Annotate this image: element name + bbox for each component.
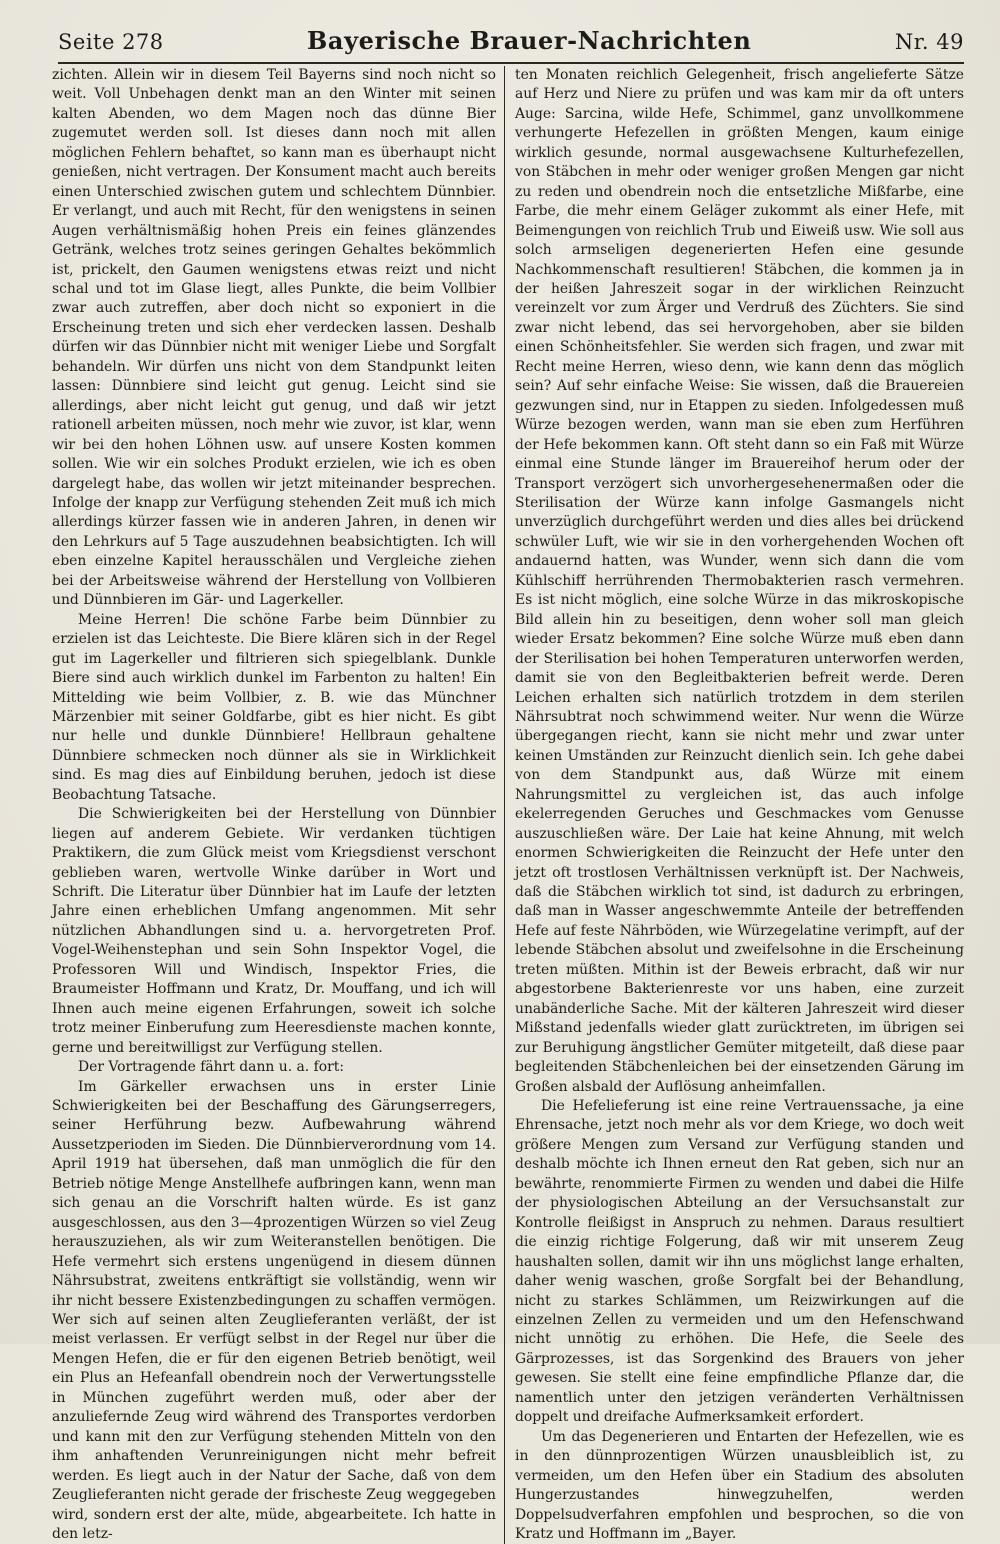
issue-number: Nr. 49	[894, 30, 964, 54]
right-paragraph-1: ten Monaten reichlich Gelegenheit, frisch angelieferte Sätze auf Herz und Niere zu prüfen und was kam mir da oft unters Auge: Sarcina, wilde Hefe, Schimmel, ganz unvollkommene verhungerte Hefezellen in größten Mengen, kaum einige wirklich gesunde, normal ausgewachsene Kulturhefezellen, von Stäbchen in mehr oder weniger großen Mengen gar nicht zu reden und obendrein noch die entsetzliche Mißfarbe, eine Farbe, die mehr einem Geläger zukommt als einer Hefe, mit Beimengungen von reichlich Trub und Eiweiß usw. Wie soll aus solch armseligen degenerierten Hefen eine gesunde Nachkommenschaft resultieren! Stäbchen, die kommen ja in der heißen Jahreszeit sogar in der wirklichen Reinzucht vereinzelt vor zum Ärger und Verdruß des Züchters. Sie sind zwar nicht lebend, das sei hervorgehoben, aber sie bilden einen Schönheitsfehler. Sie werden sich fragen, und zwar mit Recht meine Herren, wieso denn, wie kann denn das möglich sein? Auf sehr einfache Weise: Sie wissen, daß die Brauereien gezwungen sind, nur in Etappen zu sieden. Infolgedessen muß Würze bezogen werden, wann man sie eben zum Herführen der Hefe bekommen kann. Oft steht dann so ein Faß mit Würze einmal eine Stunde länger im Brauereihof herum oder der Transport verzögert sich unvorhergesehenermaßen oder die Sterilisation der Würze kann infolge Gasmangels nicht unverzüglich durchgeführt werden und dies alles bei drückend schwüler Luft, wie wir sie in den vorhergehenden Wochen oft andauernd hatten, was Wunder, wenn sich dann die vom Kühlschiff herrührenden Thermobakterien rasch vermehren. Es ist nicht möglich, eine solche Würze in das mikroskopische Bild allein hin zu beseitigen, denn woher soll man gleich wieder Ersatz bekommen? Eine solche Würze muß eben dann der Sterilisation bei hohen Temperaturen unterworfen werden, damit sie von den Begleitbakterien befreit werde. Deren Leichen erhalten sich natürlich trotzdem in dem sterilen Nährsubtrat noch schwimmend weiter. Nur wenn die Würze übergegangen riecht, kann sie nicht mehr und zwar unter keinen Umständen zur Reinzucht dienlich sein. Ich gehe dabei von dem Standpunkt aus, daß Würze mit einem Nahrungsmittel zu vergleichen ist, das auch infolge ekelerregenden Geruches und Geschmackes vom Genusse auszuschließen wäre. Der Laie hat keine Ahnung, mit welch enormen Schwierigkeiten die Reinzucht der Hefe unter den jetzt oft trostlosen Verhältnissen verknüpft ist. Der Nachweis, daß die Stäbchen wirklich tot sind, ist dadurch zu erbringen, daß man in Wasser angeschwemmte Anteile der betreffenden Hefe auf feste Nährböden, wie Würzegelatine verimpft, auf der lebende Stäbchen absolut und zweifelsohne in die Erscheinung treten müßten. Mithin ist der Beweis erbracht, daß wir nur abgestorbene Bakterienreste vor uns haben, eine zurzeit unabänderliche Sache. Mit der kälteren Jahreszeit wird dieser Mißstand jedenfalls wieder glatt zurücktreten, im übrigen sei zur Beruhigung ängstlicher Gemüter mitgeteilt, daß diese paar begleitenden Stäbchenleichen bei der einsetzenden Gärung im Großen alsbald der Auflösung anheimfallen.	[515, 67, 964, 1095]
left-paragraph-4: Der Vortragende fährt dann u. a. fort:	[78, 1059, 345, 1076]
left-paragraph-1: zichten. Allein wir in diesem Teil Bayerns sind noch nicht so weit. Voll Unbehagen denkt man an den Winter mit seinen kalten Abenden, wo dem Magen noch das dünne Bier zugemutet werden soll. Ist dieses dann noch mit allen möglichen Fehlern behaftet, so kann man es überhaupt nicht genießen, nicht vertragen. Der Konsument macht auch bereits einen Unterschied zwischen gutem und schlechtem Dünnbier. Er verlangt, und auch mit Recht, für den wenigstens in seinen Augen verhältnismäßig hohen Preis ein feines glänzendes Getränk, welches trotz seines geringen Gehaltes bekömmlich ist, prickelt, den Gaumen wenigstens etwas reizt und nicht schal und tot im Glase liegt, alles Punkte, die beim Vollbier zwar auch zutreffen, aber doch nicht so exponiert in die Erscheinung treten und sich eher verdecken lassen. Deshalb dürfen wir das Dünnbier nicht mit weniger Liebe und Sorgfalt behandeln. Wir dürfen uns nicht von dem Standpunkt leiten lassen: Dünnbiere sind leicht gut genug. Leicht sind sie allerdings, aber nicht leicht gut genug, und daß wir jetzt rationell arbeiten müssen, noch mehr wie zuvor, ist klar, wenn wir bei den hohen Löhnen usw. auf unsere Kosten kommen sollen. Wie wir ein solches Produkt erzielen, wie ich es oben dargelegt habe, das wollen wir jetzt miteinander besprechen. Infolge der knapp zur Verfügung stehenden Zeit muß ich mich allerdings kürzer fassen wie in anderen Jahren, in denen wir den Lehrkurs auf 5 Tage auszudehnen beabsichtigten. Ich will eben einzelne Kapitel herausschälen und Vergleiche ziehen bei der Arbeitsweise während der Herstellung von Vollbieren und Dünnbieren im Gär- und Lagerkeller.	[52, 67, 496, 609]
left-paragraph-3: Die Schwierigkeiten bei der Herstellung von Dünnbier liegen auf anderem Gebiete. Wir verdanken tüchtigen Praktikern, die zum Glück meist vom Kriegsdienst verschont geblieben waren, wertvolle Winke darüber in Wort und Schrift. Die Literatur über Dünnbier hat im Laufe der letzten Jahre einen erheblichen Umfang angenommen. Mit sehr nützlichen Abhandlungen sind u. a. hervorgetreten Prof. Vogel-Weihenstephan und sein Sohn Inspektor Vogel, die Professoren Will und Windisch, Inspektor Fries, die Braumeister Hoffmann und Kratz, Dr. Mouffang, und ich will Ihnen auch meine eigenen Erfahrungen, soweit ich solche trotz meiner Einberufung zum Heeresdienste machen konnte, gerne und bereitwilligst zur Verfügung stellen.	[52, 806, 496, 1056]
right-paragraph-3: Um das Degenerieren und Entarten der Hefezellen, wie es in den dünnprozentigen Würzen unausbleiblich ist, zu vermeiden, um den Hefen über ein Stadium des absoluten Hungerzustandes hinwegzuhelfen, werden Doppelsudverfahren empfohlen und besprochen, so die von Kratz und Hoffmann im „Bayer.	[515, 1428, 964, 1542]
right-column	[504, 66, 964, 1544]
left-column	[52, 66, 504, 1544]
page-header	[58, 26, 964, 64]
journal-title: Bayerische Brauer-Nachrichten	[307, 26, 752, 55]
left-paragraph-5: Im Gärkeller erwachsen uns in erster Linie Schwierigkeiten bei der Beschaffung des Gärungserregers, seiner Herführung bezw. Aufbewahrung während Aussetzperioden im Sieden. Die Dünnbierverordnung vom 14. April 1919 hat übersehen, daß man unmöglich die für den Betrieb nötige Menge Anstellhefe aufbringen kann, wenn man sich genau an die Vorschrift halten würde. Es ist ganz ausgeschlossen, aus den 3—4prozentigen Würzen so viel Zeug herauszuziehen, als wir zum Weiteranstellen benötigen. Die Hefe vermehrt sich erstens ungenügend in diesem dünnen Nährsubstrat, zweitens entkräftigt sie vollständig, wenn wir ihr nicht bessere Existenzbedingungen zu schaffen vermögen. Wer sich auf seinen alten Zeuglieferanten verläßt, der ist meist verlassen. Er verfügt selbst in der Regel nur über die Mengen Hefen, die er für den eigenen Betrieb benötigt, weil ein Plus an Hefeanfall obendrein noch der Verwertungsstelle in München zugeführt werden muß, oder aber der anzuliefernde Zeug wird während des Transportes verdorben und kann mit den zur Verfügung stehenden Mitteln von den ihm anhaftenden Verunreinigungen nicht mehr befreit werden. Es liegt auch in der Natur der Sache, daß von dem Zeuglieferanten nicht gerade der frischeste Zeug weggegeben wird, sondern erst der alte, müde, abgearbeitete. Ich hatte in den letz-	[52, 1078, 496, 1542]
text-columns	[52, 66, 964, 1544]
right-paragraph-2: Die Hefelieferung ist eine reine Vertrauenssache, ja eine Ehrensache, jetzt noch mehr als vor dem Kriege, wo doch weit größere Mengen zum Versand zur Verfügung standen und deshalb möchte ich Ihnen erneut den Rat geben, sich nur an bewährte, renommierte Firmen zu wenden und dabei die Hilfe der physiologischen Abteilung an der Versuchsanstalt zur Kontrolle fleißigst in Anspruch zu nehmen. Daraus resultiert die einzig richtige Folgerung, daß wir mit unserem Zeug haushalten sollen, damit wir ihn uns möglichst lange erhalten, daher wenig waschen, große Sorgfalt bei der Behandlung, nicht zu starkes Schlämmen, um Reizwirkungen auf die einzelnen Zellen zu vermeiden und um den Hefenschwand nicht unnötig zu erhöhen. Die Hefe, die Seele des Gärprozesses, ist das Sorgenkind des Brauers von jeher gewesen. Sie stellt eine feine empfindliche Pflanze dar, die namentlich unter den jetzigen veränderten Verhältnissen doppelt und dreifache Aufmerksamkeit erfordert.	[515, 1098, 964, 1426]
page-number: Seite 278	[58, 30, 164, 54]
left-paragraph-2: Meine Herren! Die schöne Farbe beim Dünnbier zu erzielen ist das Leichteste. Die Biere klären sich in der Regel gut im Lagerkeller und filtrieren sich spiegelblank. Dunkle Biere sind auch wirklich dunkel im Farbenton zu halten! Ein Mittelding wie beim Vollbier, z. B. wie das Münchner Märzenbier mit seiner Goldfarbe, gibt es hier nicht. Es gibt nur helle und dunkle Dünnbiere! Hellbraun gehaltene Dünnbiere schmecken noch dünner als sie in Wirklichkeit sind. Es mag dies auf Einbildung beruhen, jedoch ist diese Beobachtung Tatsache.	[52, 611, 496, 803]
